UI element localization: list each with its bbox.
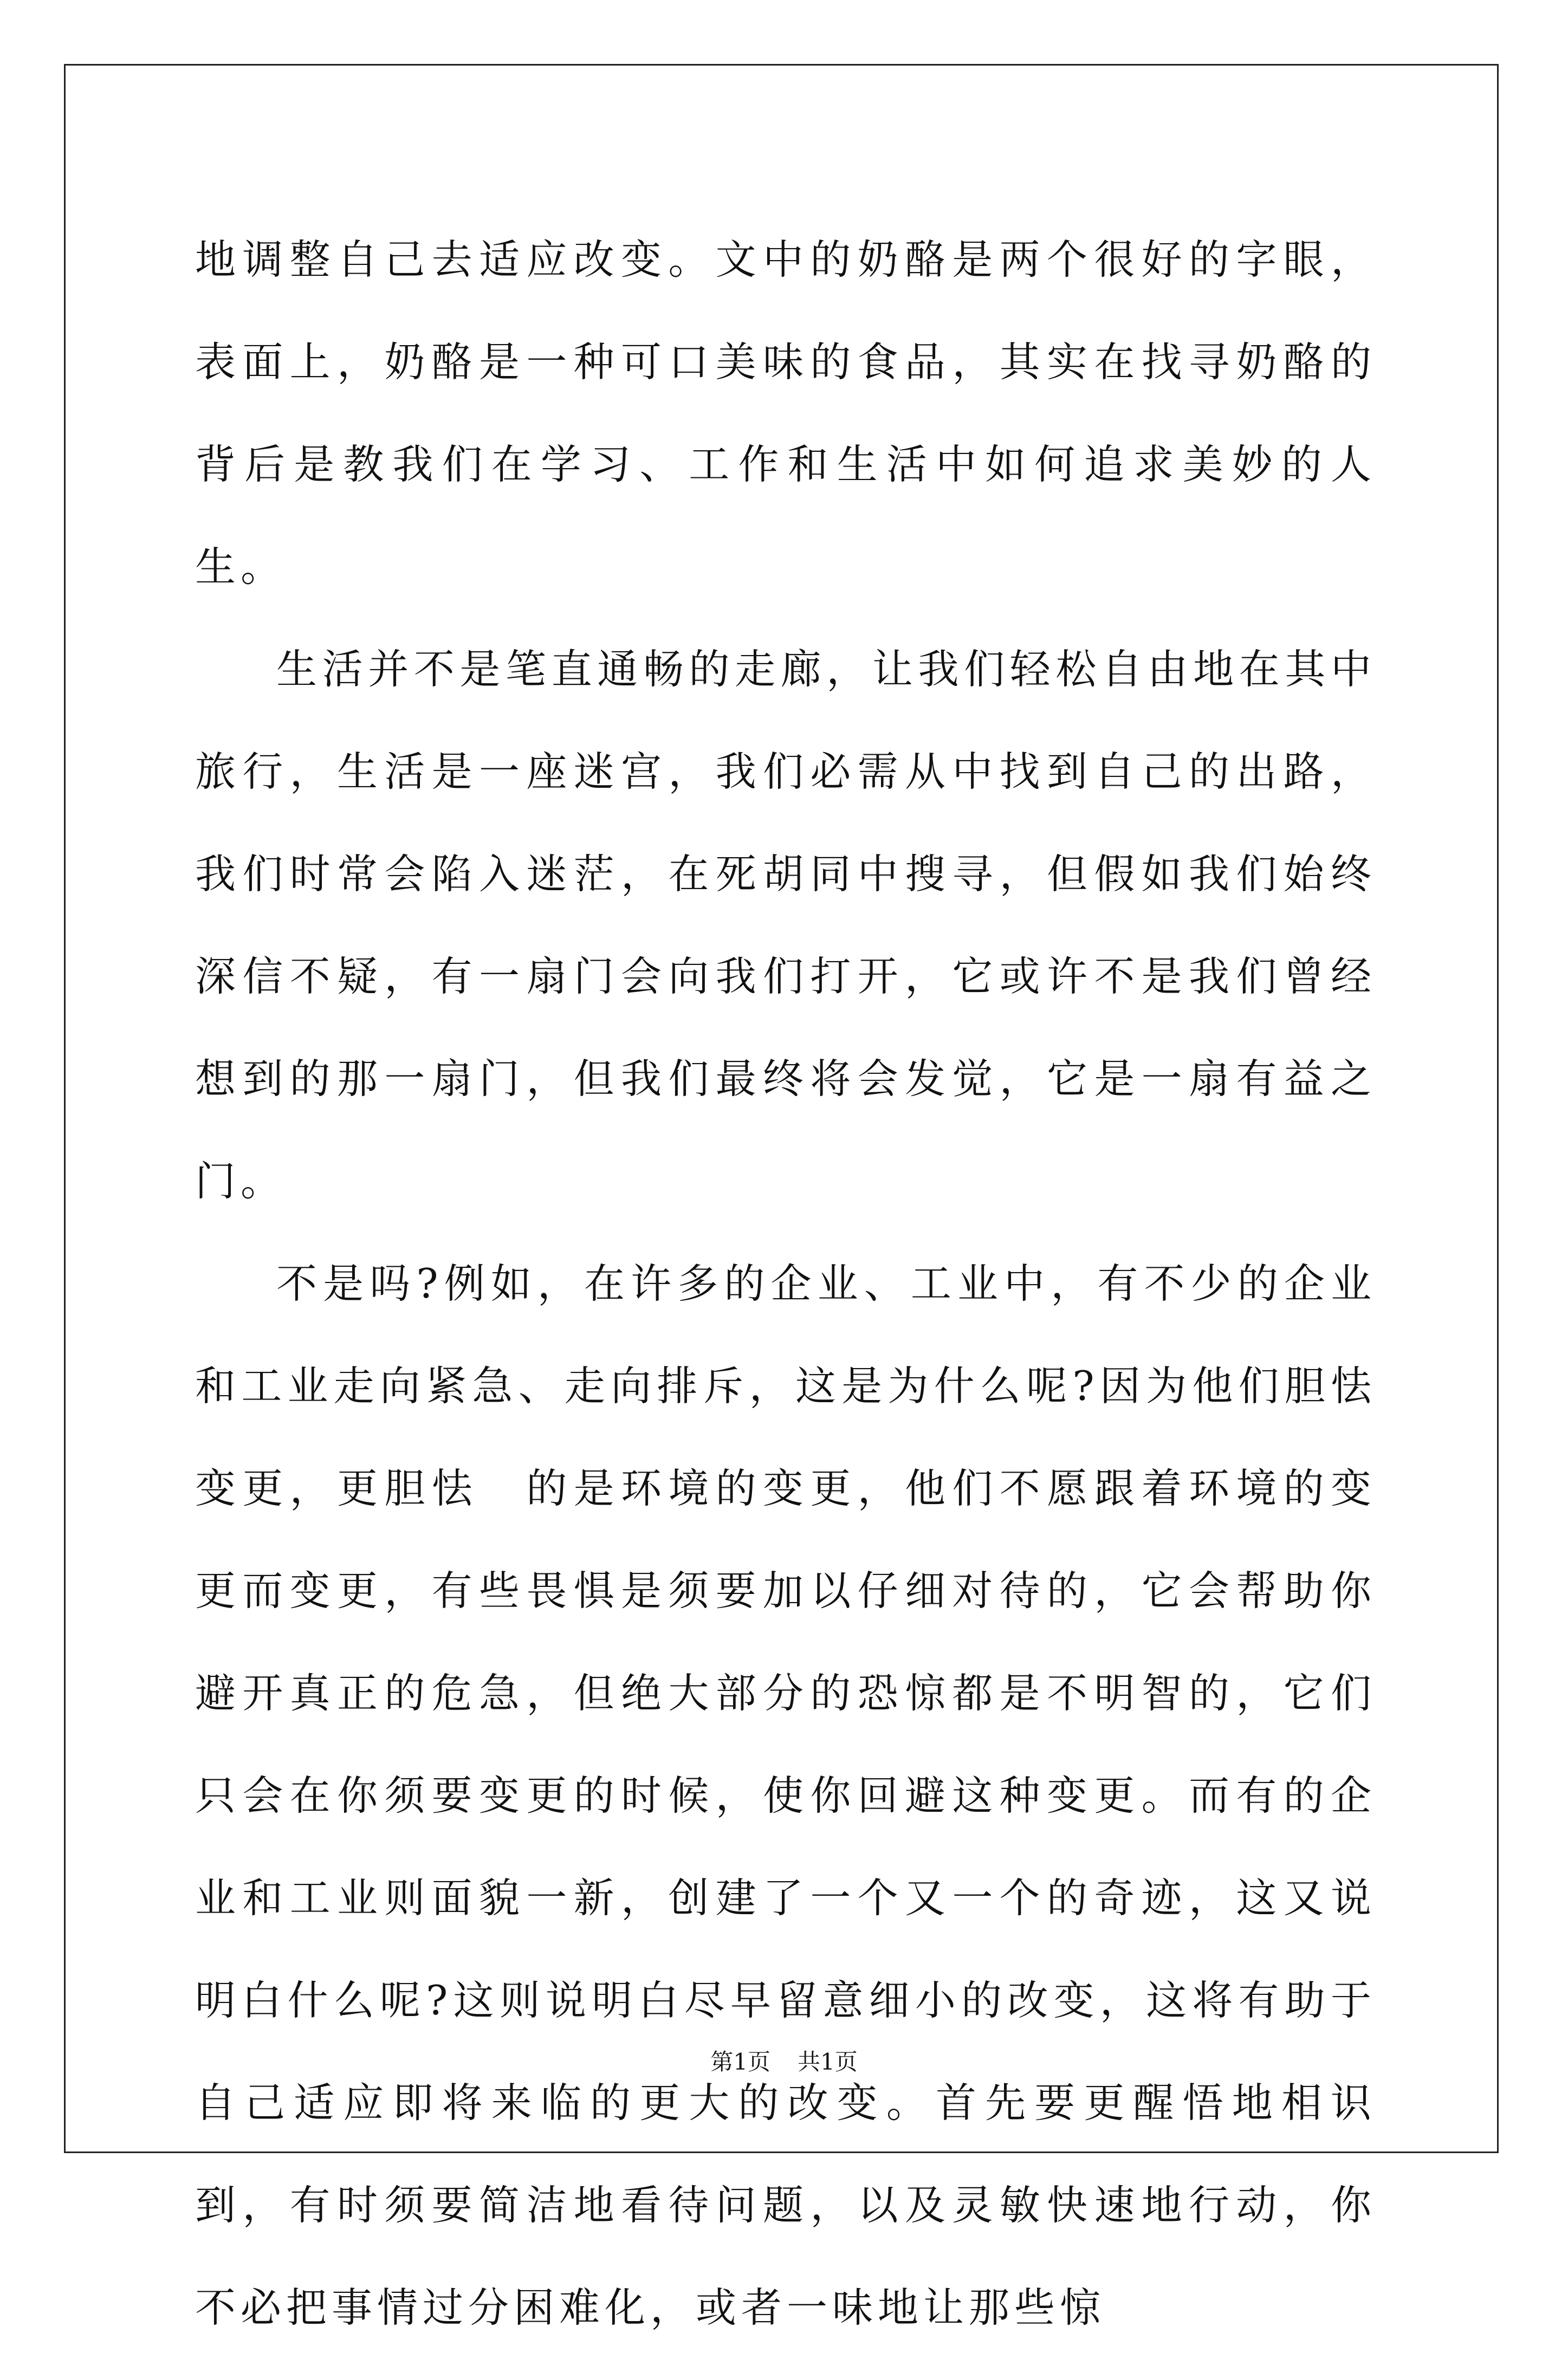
page-footer xyxy=(0,2047,1568,2077)
paragraph-1: 地调整自己去适应改变。文中的奶酪是两个很好的字眼，表面上，奶酪是一种可口美味的食品，其实在找寻奶酪的背后是教我们在学习、工作和生活中如何追求美妙的人生。 xyxy=(195,236,1376,591)
paragraph-3: 不是吗?例如，在许多的企业、工业中，有不少的企业和工业走向紧急、走向排斥，这是为什么呢?因为他们胆怯 变更，更胆怯 的是环境的变更，他们不愿跟着环境的变更而变更，有些畏惧是须要加以仔细对待的，它会帮助你避开真正的危急，但绝大部分的恐惊都是不明智的，它们只会在你须要变更的时候，使你回避这种变更。而有的企业和工业则面貌一新，创建了一个又一个的奇迹，这又说明白什么呢?这则说明白尽早留意细小的改变，这将有助于自己适应即将来临的更大的改变。首先要更醒悟地相识到，有时须要简洁地看待问题，以及灵敏快速地行动，你不必把事情过分困难化，或者一味地让那些惊 xyxy=(195,1260,1376,2331)
document-body xyxy=(195,209,1376,2359)
page-total: 共1页 xyxy=(798,2049,858,2075)
paragraph-2: 生活并不是笔直通畅的走廊，让我们轻松自由地在其中旅行，生活是一座迷宫，我们必需从中找到自己的出路，我们时常会陷入迷茫，在死胡同中搜寻，但假如我们始终深信不疑，有一扇门会向我们打开，它或许不是我们曾经想到的那一扇门，但我们最终将会发觉，它是一扇有益之门。 xyxy=(195,645,1376,1205)
page-number: 第1页 xyxy=(710,2049,770,2075)
